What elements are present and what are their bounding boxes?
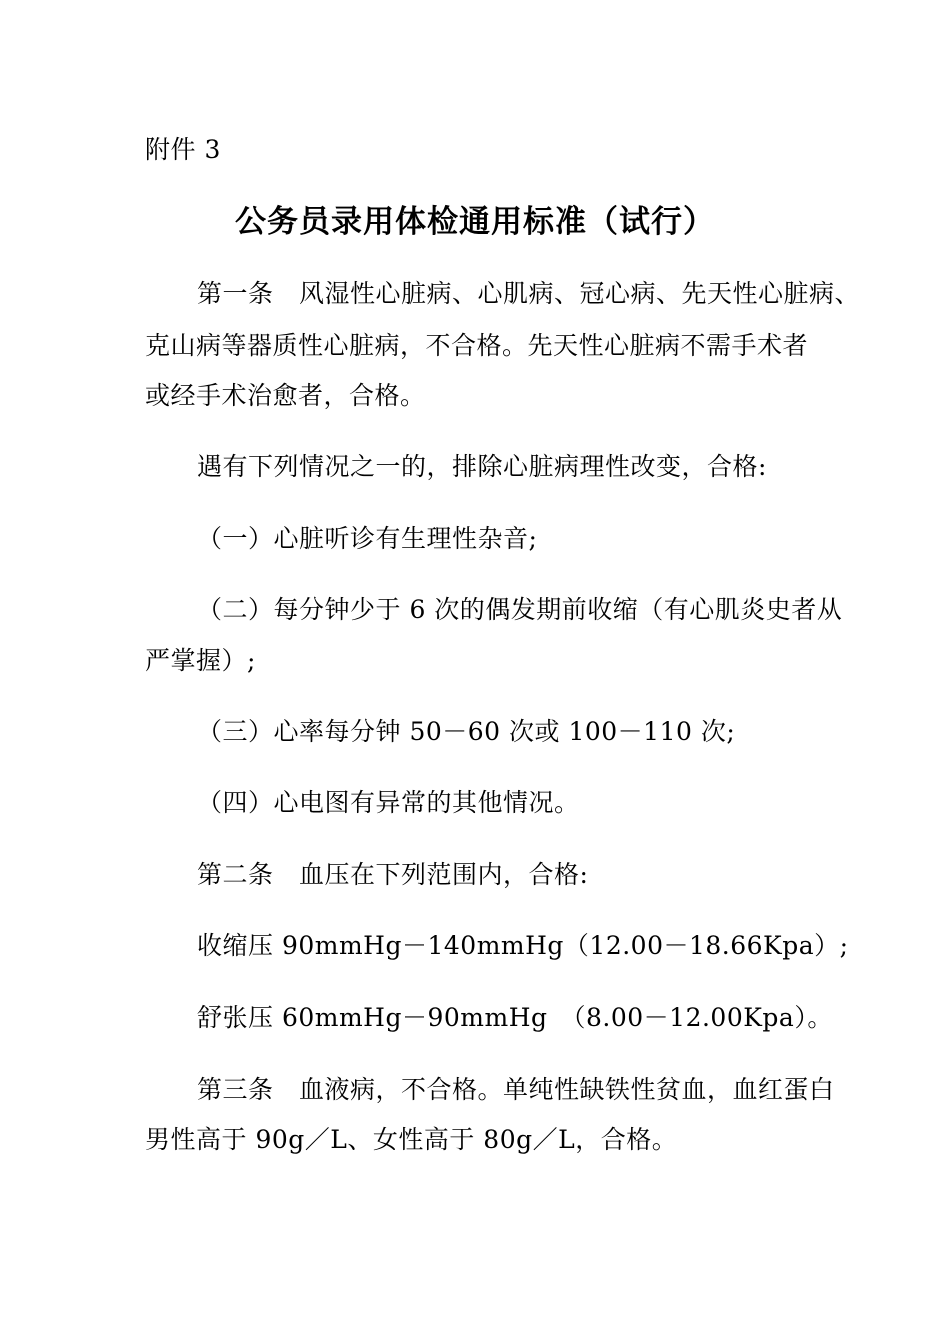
article-3-line-2: 男性高于 90g／L、女性高于 80g／L，合格。: [145, 1125, 678, 1154]
article-1-line-2: 克山病等器质性心脏病，不合格。先天性心脏病不需手术者: [145, 331, 809, 360]
exception-item-1: （一）心脏听诊有生理性杂音;: [197, 524, 538, 553]
exceptions-intro: 遇有下列情况之一的，排除心脏病理性改变，合格:: [197, 452, 767, 481]
exception-item-4: （四）心电图有异常的其他情况。: [197, 788, 580, 817]
systolic-range: 收缩压 90mmHg－140mmHg（12.00－18.66Kpa）;: [197, 931, 849, 960]
exception-item-2-line-2: 严掌握）;: [145, 646, 256, 675]
exception-item-2-line-1: （二）每分钟少于 6 次的偶发期前收缩（有心肌炎史者从: [197, 595, 843, 624]
document-title: 公务员录用体检通用标准（试行）: [235, 204, 715, 240]
article-3-line-1: 第三条 血液病，不合格。单纯性缺铁性贫血，血红蛋白: [197, 1075, 835, 1104]
article-1-line-3: 或经手术治愈者，合格。: [145, 381, 426, 410]
attachment-label: 附件 3: [145, 135, 221, 164]
diastolic-range: 舒张压 60mmHg－90mmHg （8.00－12.00Kpa）。: [197, 1003, 833, 1032]
article-2-intro: 第二条 血压在下列范围内，合格:: [197, 860, 589, 889]
article-1-line-1: 第一条 风湿性心脏病、心肌病、冠心病、先天性心脏病、: [197, 279, 861, 308]
exception-item-3: （三）心率每分钟 50－60 次或 100－110 次;: [197, 717, 736, 746]
